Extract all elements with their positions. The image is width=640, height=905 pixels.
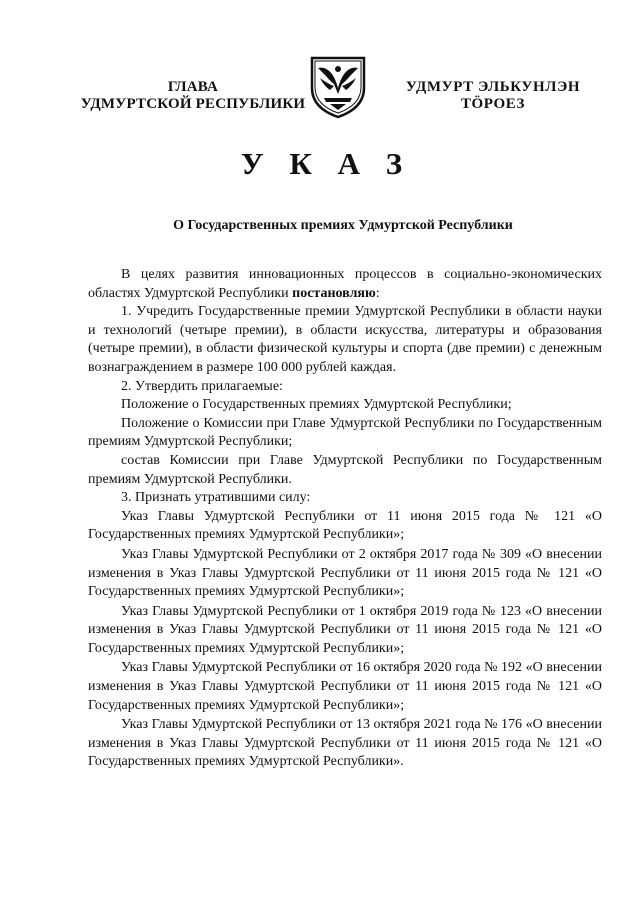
paragraph-2b: Положение о Комиссии при Главе Удмуртской Республики по Государственным премиям Удмуртской Республики; <box>88 415 602 450</box>
document-title: У К А З <box>240 146 412 181</box>
document-body <box>88 266 602 772</box>
intro-end-text: : <box>375 285 380 301</box>
udmurt-coat-of-arms-icon <box>306 54 370 120</box>
paragraph-3c: Указ Главы Удмуртской Республики от 1 октября 2019 года № 123 «О внесении изменения в Указ Главы Удмуртской Республики от 11 июня 2015 года № 121 «О Государственных премиях Удмуртской Республики»; <box>88 603 602 656</box>
paragraph-1: 1. Учредить Государственные премии Удмуртской Республики в области науки и технологий (четыре премии), в области искусства, литературы и образования (четыре премии), в области физической культуры и спорта (две премии) с денежным вознаграждением в размере 100 000 рублей каждая. <box>88 304 602 375</box>
paragraph-2: 2. Утвердить прилагаемые: <box>121 378 283 394</box>
paragraph-2c: состав Комиссии при Главе Удмуртской Республики по Государственным премиям Удмуртской Республики. <box>88 452 602 487</box>
paragraph-3a: Указ Главы Удмуртской Республики от 11 июня 2015 года № 121 «О Государственных премиях Удмуртской Республики»; <box>88 508 602 543</box>
intro-bold-text: постановляю <box>292 285 376 301</box>
header-right-line2: ТӦРОЕЗ <box>460 96 526 112</box>
paragraph-3e: Указ Главы Удмуртской Республики от 13 октября 2021 года № 176 «О внесении изменения в Указ Главы Удмуртской Республики от 11 июня 2015 года № 121 «О Государственных премиях Удмуртской Республики». <box>88 717 602 770</box>
document-subtitle: О Государственных премиях Удмуртской Республики <box>173 218 513 233</box>
paragraph-3b: Указ Главы Удмуртской Республики от 2 октября 2017 года № 309 «О внесении изменения в Указ Главы Удмуртской Республики от 11 июня 2015 года № 121 «О Государственных премиях Удмуртской Республики»; <box>88 546 602 600</box>
header-left-line2: УДМУРТСКОЙ РЕСПУБЛИКИ <box>80 96 306 112</box>
paragraph-intro <box>88 266 602 303</box>
header-right-line1: УДМУРТ ЭЛЬКУНЛЭН <box>405 79 581 95</box>
header-left-line1: ГЛАВА <box>167 79 219 95</box>
intro-text: В целях развития инновационных процессов в социально-экономических областях Удмуртской Республики <box>88 267 602 301</box>
header-left <box>78 79 308 113</box>
paragraph-2a: Положение о Государственных премиях Удмуртской Республики; <box>121 397 512 413</box>
paragraph-3d: Указ Главы Удмуртской Республики от 16 октября 2020 года № 192 «О внесении изменения в Указ Главы Удмуртской Республики от 11 июня 2015 года № 121 «О Государственных премиях Удмуртской Республики»; <box>88 660 602 713</box>
paragraph-3: 3. Признать утратившими силу: <box>121 490 311 506</box>
header-right <box>388 79 598 113</box>
